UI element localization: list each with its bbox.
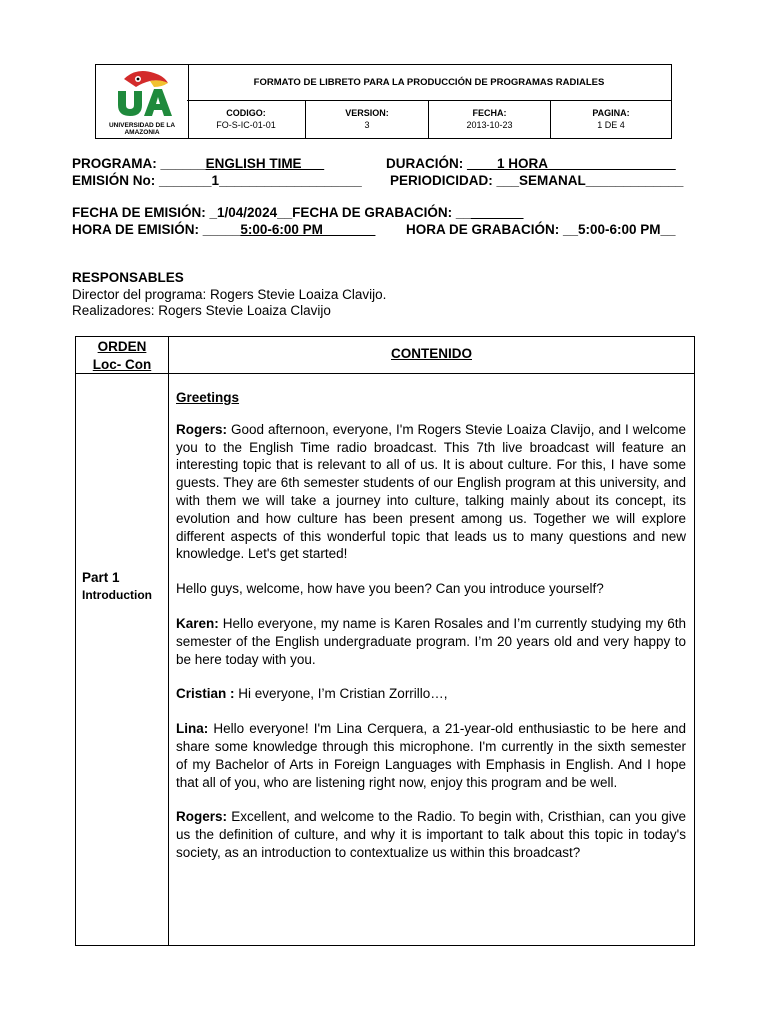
emision-value: _______1___________________ bbox=[159, 173, 362, 188]
speaker-lina: Lina: bbox=[176, 721, 209, 737]
rogers-welcome-paragraph: Hello guys, welcome, how have you been? Can you introduce yourself? bbox=[176, 581, 604, 597]
cristian-text: Hi everyone, I’m Cristian Zorrillo…, bbox=[234, 686, 448, 702]
pagina-cell bbox=[551, 100, 672, 139]
fecha-grabacion-value: __ bbox=[455, 205, 471, 220]
hora-grabacion-line bbox=[406, 222, 676, 237]
karen-paragraph bbox=[176, 615, 686, 668]
version-value: 3 bbox=[364, 120, 370, 130]
column-divider bbox=[168, 337, 169, 945]
rogers-question-paragraph bbox=[176, 808, 686, 861]
fecha-emision-line bbox=[72, 205, 523, 220]
orden-header bbox=[76, 338, 168, 374]
section-title: Greetings bbox=[176, 390, 240, 405]
programa-line bbox=[72, 156, 324, 171]
part-sublabel: Introduction bbox=[82, 588, 152, 602]
fecha-value: 2013-10-23 bbox=[466, 120, 513, 130]
form-title: FORMATO DE LIBRETO PARA LA PRODUCCIÓN DE PROGRAMAS RADIALES bbox=[187, 64, 672, 101]
fecha-emision-label: FECHA DE EMISIÓN: bbox=[72, 205, 210, 220]
lina-text: Hello everyone! I'm Lina Cerquera, a 21-year-old enthusiastic to be here and share some knowledge through this microphone. I'm currently in the sixth semester of my Bachelor of Arts in Foreign Languages with Emphasis in English. And I hope that all of you, who are listening right now, enjoy this program and be well. bbox=[176, 721, 686, 790]
emision-line bbox=[72, 173, 362, 188]
version-label: VERSION: bbox=[345, 108, 389, 118]
contenido-header: CONTENIDO bbox=[391, 346, 472, 361]
lina-paragraph bbox=[176, 720, 686, 791]
fecha-emision-value: _1/04/2024_ bbox=[209, 205, 285, 220]
programa-value: ENGLISH TIME___ bbox=[205, 156, 325, 171]
fecha-label: FECHA: bbox=[472, 108, 507, 118]
script-content bbox=[176, 389, 686, 879]
hora-emision-pre: _____ bbox=[202, 222, 241, 237]
fecha-grabacion-blank: _______ bbox=[470, 205, 524, 220]
form-meta-row bbox=[187, 100, 672, 138]
duracion-label: DURACIÓN: bbox=[386, 156, 467, 171]
periodicidad-line bbox=[390, 173, 683, 188]
hora-emision-line bbox=[72, 222, 375, 237]
header-divider bbox=[76, 373, 694, 374]
logo-caption-line1: UNIVERSIDAD DE LA bbox=[108, 122, 176, 129]
hora-emision-value: 5:00-6:00 PM_______ bbox=[240, 222, 376, 237]
pagina-value: 1 DE 4 bbox=[597, 120, 625, 130]
karen-text: Hello everyone, my name is Karen Rosales and I’m currently studying my 6th semester of the English undergraduate program. I’m 20 years old and very happy to be here today with you. bbox=[176, 615, 686, 667]
codigo-value: FO-S-IC-01-01 bbox=[216, 120, 276, 130]
periodicidad-label: PERIODICIDAD: bbox=[390, 173, 497, 188]
document-header bbox=[95, 64, 673, 139]
orden-header-line1: ORDEN bbox=[97, 339, 147, 354]
codigo-label: CODIGO: bbox=[226, 108, 266, 118]
duracion-line bbox=[386, 156, 676, 171]
periodicidad-value: ___SEMANAL_____________ bbox=[496, 173, 684, 188]
programa-label: PROGRAMA: bbox=[72, 156, 161, 171]
rogers-intro-paragraph bbox=[176, 421, 686, 563]
version-cell bbox=[306, 100, 429, 139]
realizadores-line: Realizadores: Rogers Stevie Loaiza Clavijo bbox=[72, 303, 331, 318]
codigo-cell bbox=[187, 100, 306, 139]
script-table bbox=[75, 336, 695, 946]
duracion-value: ____1 HORA_________________ bbox=[467, 156, 676, 171]
emision-label: EMISIÓN No: bbox=[72, 173, 159, 188]
hora-emision-label: HORA DE EMISIÓN: bbox=[72, 222, 203, 237]
fecha-grabacion-label: _FECHA DE GRABACIÓN: bbox=[284, 205, 456, 220]
speaker-cristian: Cristian : bbox=[176, 686, 235, 702]
director-line: Director del programa: Rogers Stevie Loaiza Clavijo. bbox=[72, 287, 387, 302]
logo-cell bbox=[95, 64, 189, 139]
logo-caption-line2: AMAZONIA bbox=[124, 129, 160, 136]
speaker-rogers: Rogers: bbox=[176, 421, 228, 437]
rogers-intro-text: Good afternoon, everyone, I'm Rogers Stevie Loaiza Clavijo, and I welcome you to the English Time radio broadcast. This 7th live broadcast will feature an interesting topic that is relevant to all of us. It is about culture. For this, I have some guests. They are 6th semester students of our English program at this university, and with them we will take a journey into culture, talking mainly about its concept, its evolution and how culture has been present among us. Together we will explore different aspects of this wonderful topic that leads us to many questions and new knowledge. Let's get started! bbox=[176, 421, 686, 562]
speaker-karen: Karen: bbox=[176, 615, 219, 631]
speaker-rogers-2: Rogers: bbox=[176, 809, 228, 825]
programa-pre: ______ bbox=[160, 156, 206, 171]
rogers-question-text: Excellent, and welcome to the Radio. To begin with, Cristhian, can you give us the definition of culture, and why it is important to talk about this topic in today's society, as an introduction to contextualize us within this broadcast? bbox=[176, 809, 686, 860]
part-label: Part 1 bbox=[82, 570, 120, 585]
responsables-heading: RESPONSABLES bbox=[72, 270, 184, 285]
hora-grabacion-value: __5:00-6:00 PM__ bbox=[563, 222, 676, 237]
cristian-paragraph bbox=[176, 685, 686, 703]
fecha-cell bbox=[429, 100, 551, 139]
orden-header-line2: Loc- Con bbox=[92, 357, 152, 372]
university-logo-icon bbox=[114, 67, 172, 117]
hora-grabacion-label: HORA DE GRABACIÓN: bbox=[406, 222, 563, 237]
pagina-label: PAGINA: bbox=[592, 108, 630, 118]
